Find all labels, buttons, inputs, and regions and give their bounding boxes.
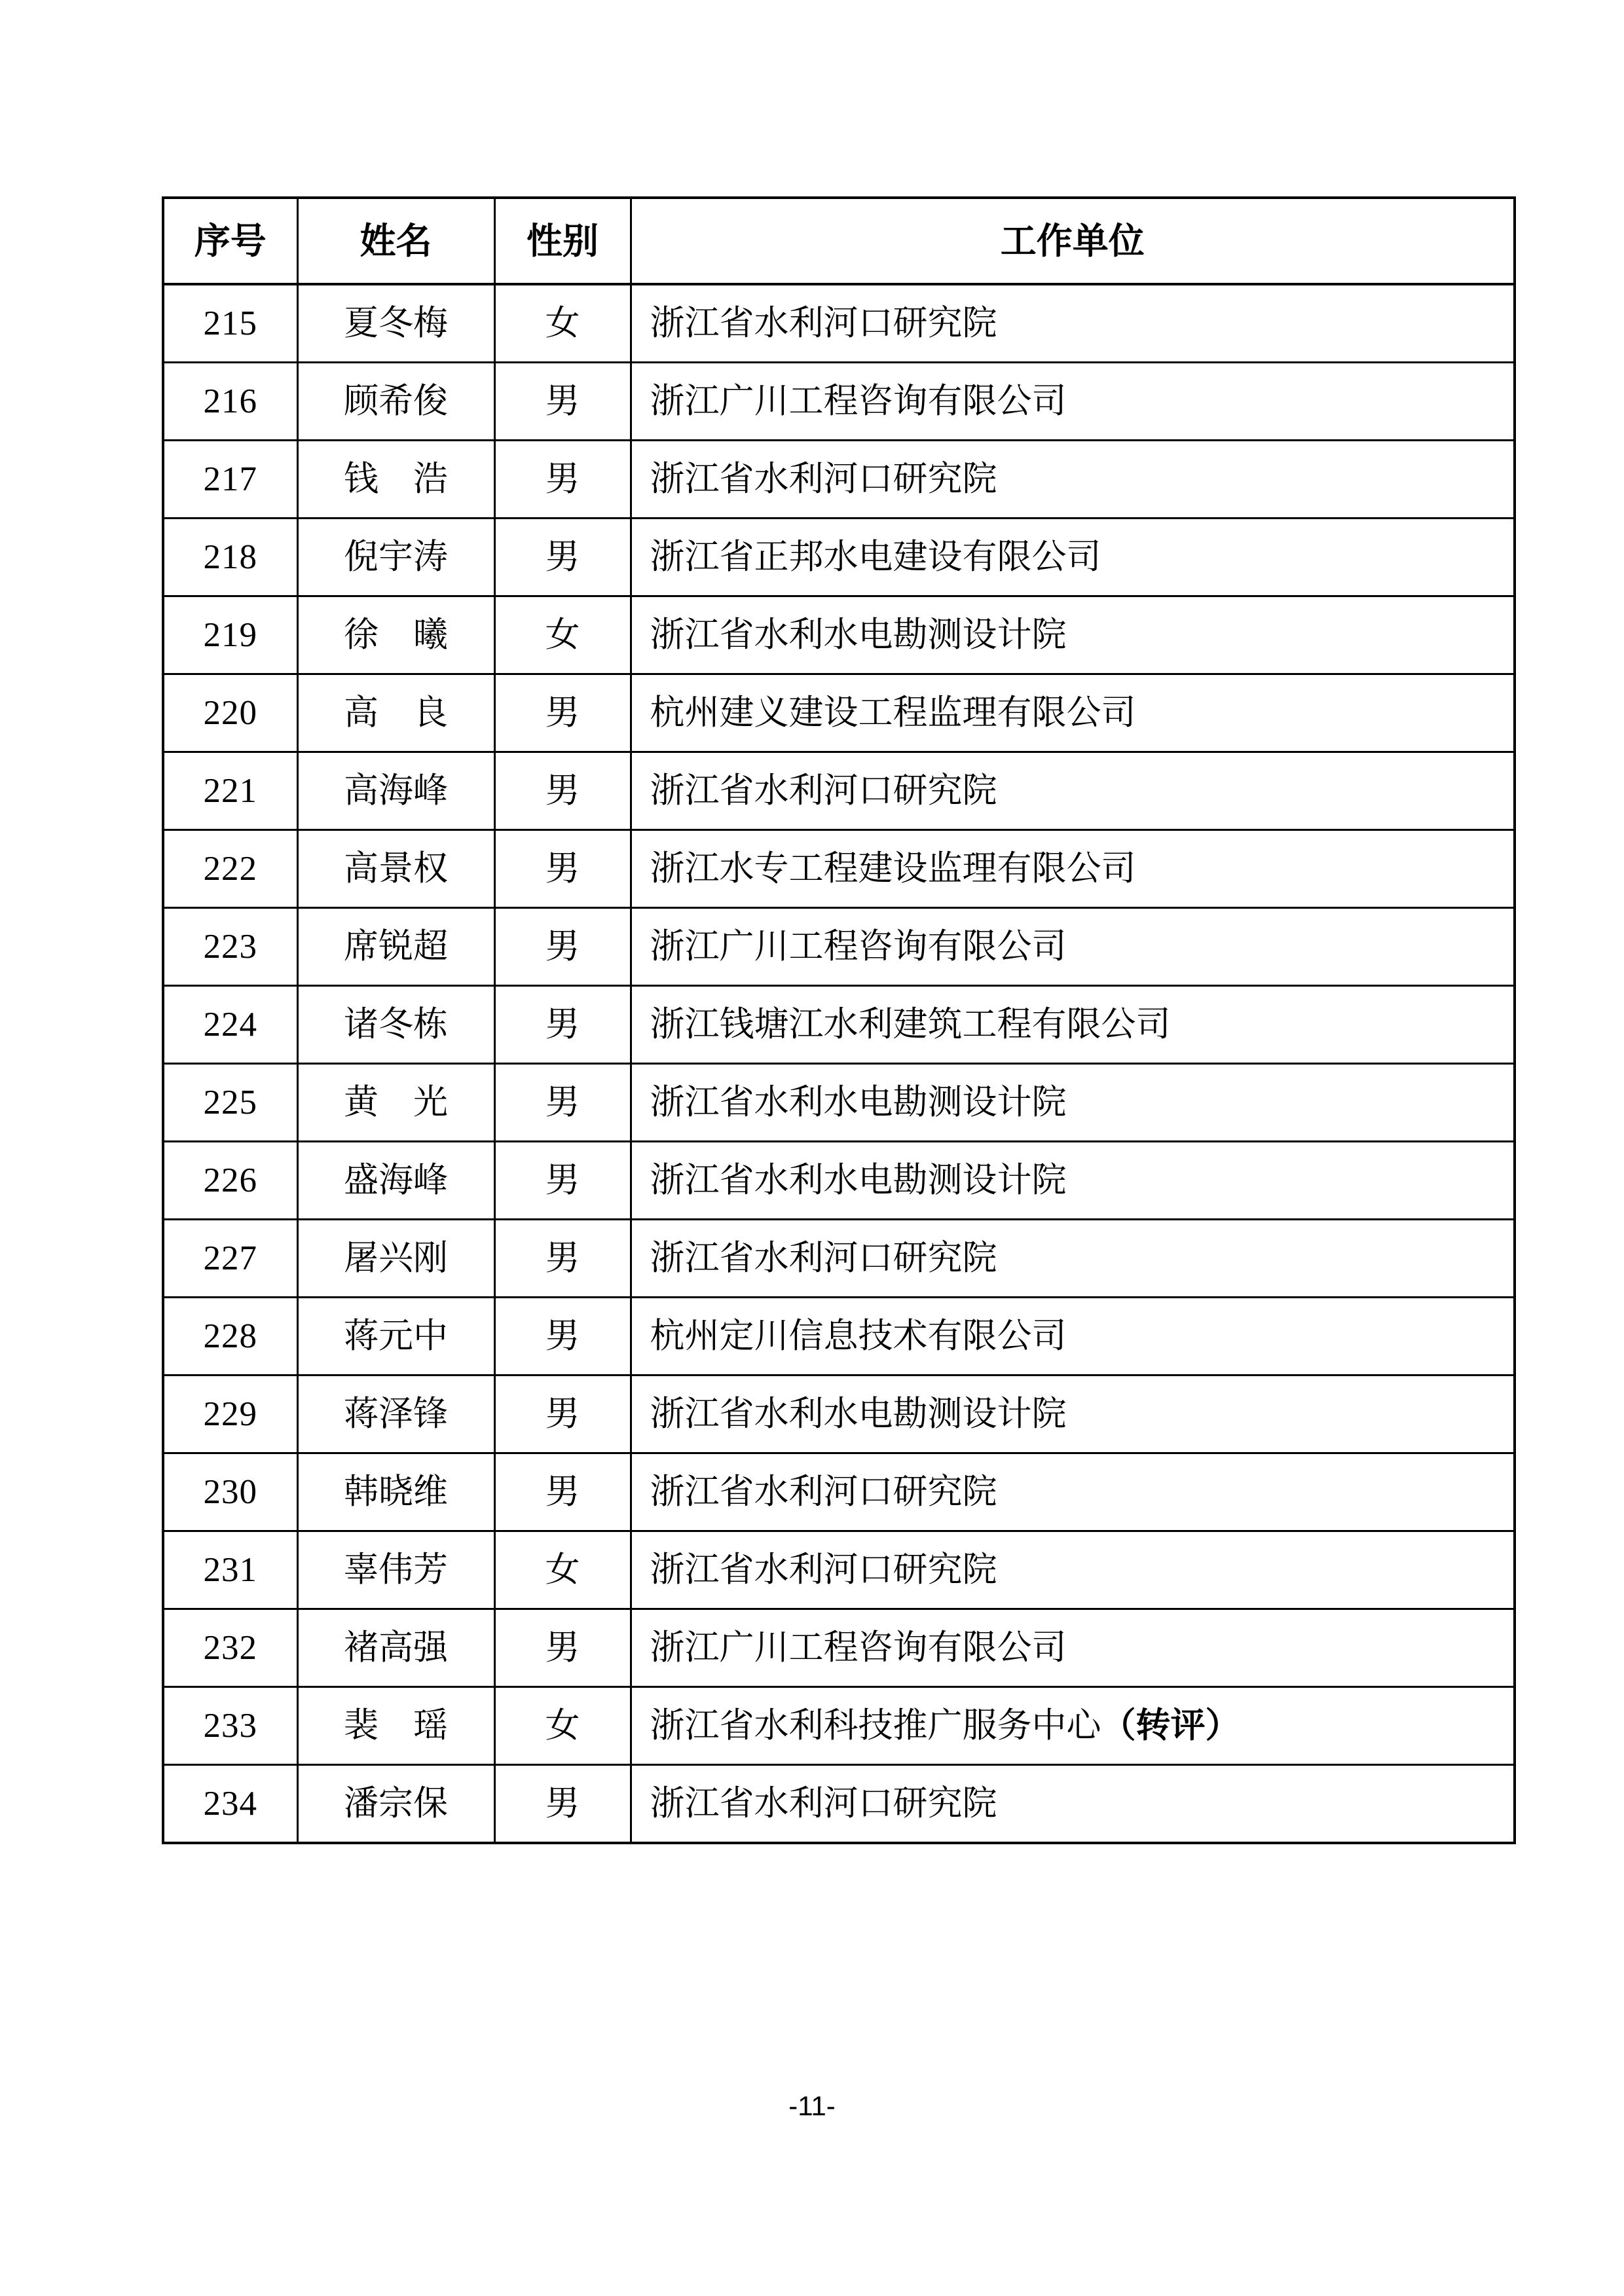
cell-unit — [631, 830, 1515, 908]
unit-text: 浙江省正邦水电建设有限公司 — [650, 538, 1101, 576]
cell-gender: 男 — [494, 519, 631, 596]
cell-unit — [631, 1609, 1515, 1687]
unit-text: 浙江省水利水电勘测设计院 — [650, 1083, 1067, 1121]
cell-unit — [631, 441, 1515, 519]
cell-unit — [631, 1453, 1515, 1531]
unit-text: 浙江省水利水电勘测设计院 — [650, 615, 1067, 654]
cell-unit — [631, 908, 1515, 986]
cell-name: 盛海峰 — [297, 1142, 494, 1220]
cell-index: 223 — [163, 908, 297, 986]
cell-unit — [631, 284, 1515, 363]
unit-text: 浙江省水利河口研究院 — [650, 1550, 997, 1589]
cell-name: 席锐超 — [297, 908, 494, 986]
unit-text: 浙江广川工程咨询有限公司 — [650, 1628, 1067, 1667]
unit-text: 浙江省水利河口研究院 — [650, 1472, 997, 1511]
table-row — [163, 1531, 1515, 1609]
cell-gender: 男 — [494, 1142, 631, 1220]
cell-index: 221 — [163, 752, 297, 830]
cell-index: 226 — [163, 1142, 297, 1220]
unit-text: 浙江省水利河口研究院 — [650, 460, 997, 498]
cell-index: 216 — [163, 363, 297, 441]
unit-text: 浙江省水利河口研究院 — [650, 304, 997, 342]
cell-index: 232 — [163, 1609, 297, 1687]
cell-index: 219 — [163, 596, 297, 674]
unit-text: 浙江省水利水电勘测设计院 — [650, 1161, 1067, 1199]
table-row — [163, 1687, 1515, 1765]
table-row — [163, 830, 1515, 908]
personnel-table — [162, 196, 1516, 1844]
cell-gender: 男 — [494, 441, 631, 519]
unit-text: 浙江省水利河口研究院 — [650, 771, 997, 810]
cell-gender: 女 — [494, 1531, 631, 1609]
unit-text: 浙江广川工程咨询有限公司 — [650, 382, 1067, 420]
cell-name: 裴 瑶 — [297, 1687, 494, 1765]
table-row — [163, 1298, 1515, 1376]
cell-gender: 男 — [494, 674, 631, 752]
cell-gender: 男 — [494, 752, 631, 830]
cell-gender: 男 — [494, 986, 631, 1064]
cell-name: 顾希俊 — [297, 363, 494, 441]
cell-name: 诸冬栋 — [297, 986, 494, 1064]
unit-text: 杭州定川信息技术有限公司 — [650, 1317, 1067, 1355]
cell-unit — [631, 519, 1515, 596]
cell-name: 潘宗保 — [297, 1765, 494, 1844]
table-row — [163, 596, 1515, 674]
cell-gender: 男 — [494, 908, 631, 986]
table-header-row — [163, 198, 1515, 284]
table-row — [163, 1220, 1515, 1298]
unit-text: 杭州建义建设工程监理有限公司 — [650, 693, 1136, 732]
cell-unit — [631, 1220, 1515, 1298]
cell-name: 黄 光 — [297, 1064, 494, 1142]
cell-name: 辜伟芳 — [297, 1531, 494, 1609]
table-row — [163, 986, 1515, 1064]
cell-gender: 女 — [494, 596, 631, 674]
table-row — [163, 519, 1515, 596]
column-header-index: 序号 — [163, 198, 297, 284]
table-row — [163, 1609, 1515, 1687]
cell-gender: 男 — [494, 830, 631, 908]
cell-index: 231 — [163, 1531, 297, 1609]
cell-unit — [631, 1376, 1515, 1453]
cell-gender: 男 — [494, 1609, 631, 1687]
cell-index: 230 — [163, 1453, 297, 1531]
cell-name: 韩晓维 — [297, 1453, 494, 1531]
cell-unit — [631, 1531, 1515, 1609]
cell-gender: 男 — [494, 1765, 631, 1844]
cell-index: 222 — [163, 830, 297, 908]
cell-unit — [631, 1298, 1515, 1376]
cell-name: 高景权 — [297, 830, 494, 908]
cell-unit — [631, 363, 1515, 441]
table-row — [163, 752, 1515, 830]
cell-index: 217 — [163, 441, 297, 519]
cell-index: 225 — [163, 1064, 297, 1142]
cell-name: 蒋元中 — [297, 1298, 494, 1376]
unit-text: 浙江广川工程咨询有限公司 — [650, 927, 1067, 966]
unit-text: 浙江钱塘江水利建筑工程有限公司 — [650, 1005, 1171, 1044]
cell-gender: 男 — [494, 363, 631, 441]
table-row — [163, 674, 1515, 752]
cell-gender: 男 — [494, 1220, 631, 1298]
unit-text: 浙江省水利科技推广服务中心 — [650, 1706, 1101, 1745]
cell-index: 218 — [163, 519, 297, 596]
cell-index: 234 — [163, 1765, 297, 1844]
cell-gender: 男 — [494, 1453, 631, 1531]
cell-name: 褚高强 — [297, 1609, 494, 1687]
cell-unit — [631, 1064, 1515, 1142]
cell-unit — [631, 1765, 1515, 1844]
table-row — [163, 1453, 1515, 1531]
page-number: -11- — [788, 2090, 836, 2121]
cell-index: 215 — [163, 284, 297, 363]
cell-gender: 男 — [494, 1298, 631, 1376]
cell-index: 220 — [163, 674, 297, 752]
cell-gender: 男 — [494, 1376, 631, 1453]
cell-unit — [631, 1687, 1515, 1765]
cell-gender: 女 — [494, 284, 631, 363]
table-row — [163, 441, 1515, 519]
cell-unit — [631, 674, 1515, 752]
column-header-unit: 工作单位 — [631, 198, 1515, 284]
cell-index: 228 — [163, 1298, 297, 1376]
cell-gender: 女 — [494, 1687, 631, 1765]
cell-gender: 男 — [494, 1064, 631, 1142]
cell-unit — [631, 596, 1515, 674]
cell-index: 233 — [163, 1687, 297, 1765]
cell-name: 夏冬梅 — [297, 284, 494, 363]
table-row — [163, 908, 1515, 986]
cell-index: 224 — [163, 986, 297, 1064]
cell-name: 徐 曦 — [297, 596, 494, 674]
table-row — [163, 284, 1515, 363]
table-row — [163, 1376, 1515, 1453]
cell-name: 倪宇涛 — [297, 519, 494, 596]
table-row — [163, 363, 1515, 441]
unit-text: 浙江水专工程建设监理有限公司 — [650, 849, 1136, 888]
cell-name: 高 良 — [297, 674, 494, 752]
unit-text: 浙江省水利水电勘测设计院 — [650, 1394, 1067, 1433]
cell-name: 蒋泽锋 — [297, 1376, 494, 1453]
unit-text: 浙江省水利河口研究院 — [650, 1239, 997, 1277]
table-row — [163, 1064, 1515, 1142]
cell-name: 屠兴刚 — [297, 1220, 494, 1298]
cell-name: 高海峰 — [297, 752, 494, 830]
cell-unit — [631, 752, 1515, 830]
table-row — [163, 1142, 1515, 1220]
unit-suffix-bold: （转评） — [1101, 1705, 1240, 1745]
unit-text: 浙江省水利河口研究院 — [650, 1784, 997, 1823]
column-header-name: 姓名 — [297, 198, 494, 284]
cell-index: 229 — [163, 1376, 297, 1453]
column-header-gender: 性别 — [494, 198, 631, 284]
table-row — [163, 1765, 1515, 1844]
cell-unit — [631, 1142, 1515, 1220]
cell-name: 钱 浩 — [297, 441, 494, 519]
cell-index: 227 — [163, 1220, 297, 1298]
cell-unit — [631, 986, 1515, 1064]
